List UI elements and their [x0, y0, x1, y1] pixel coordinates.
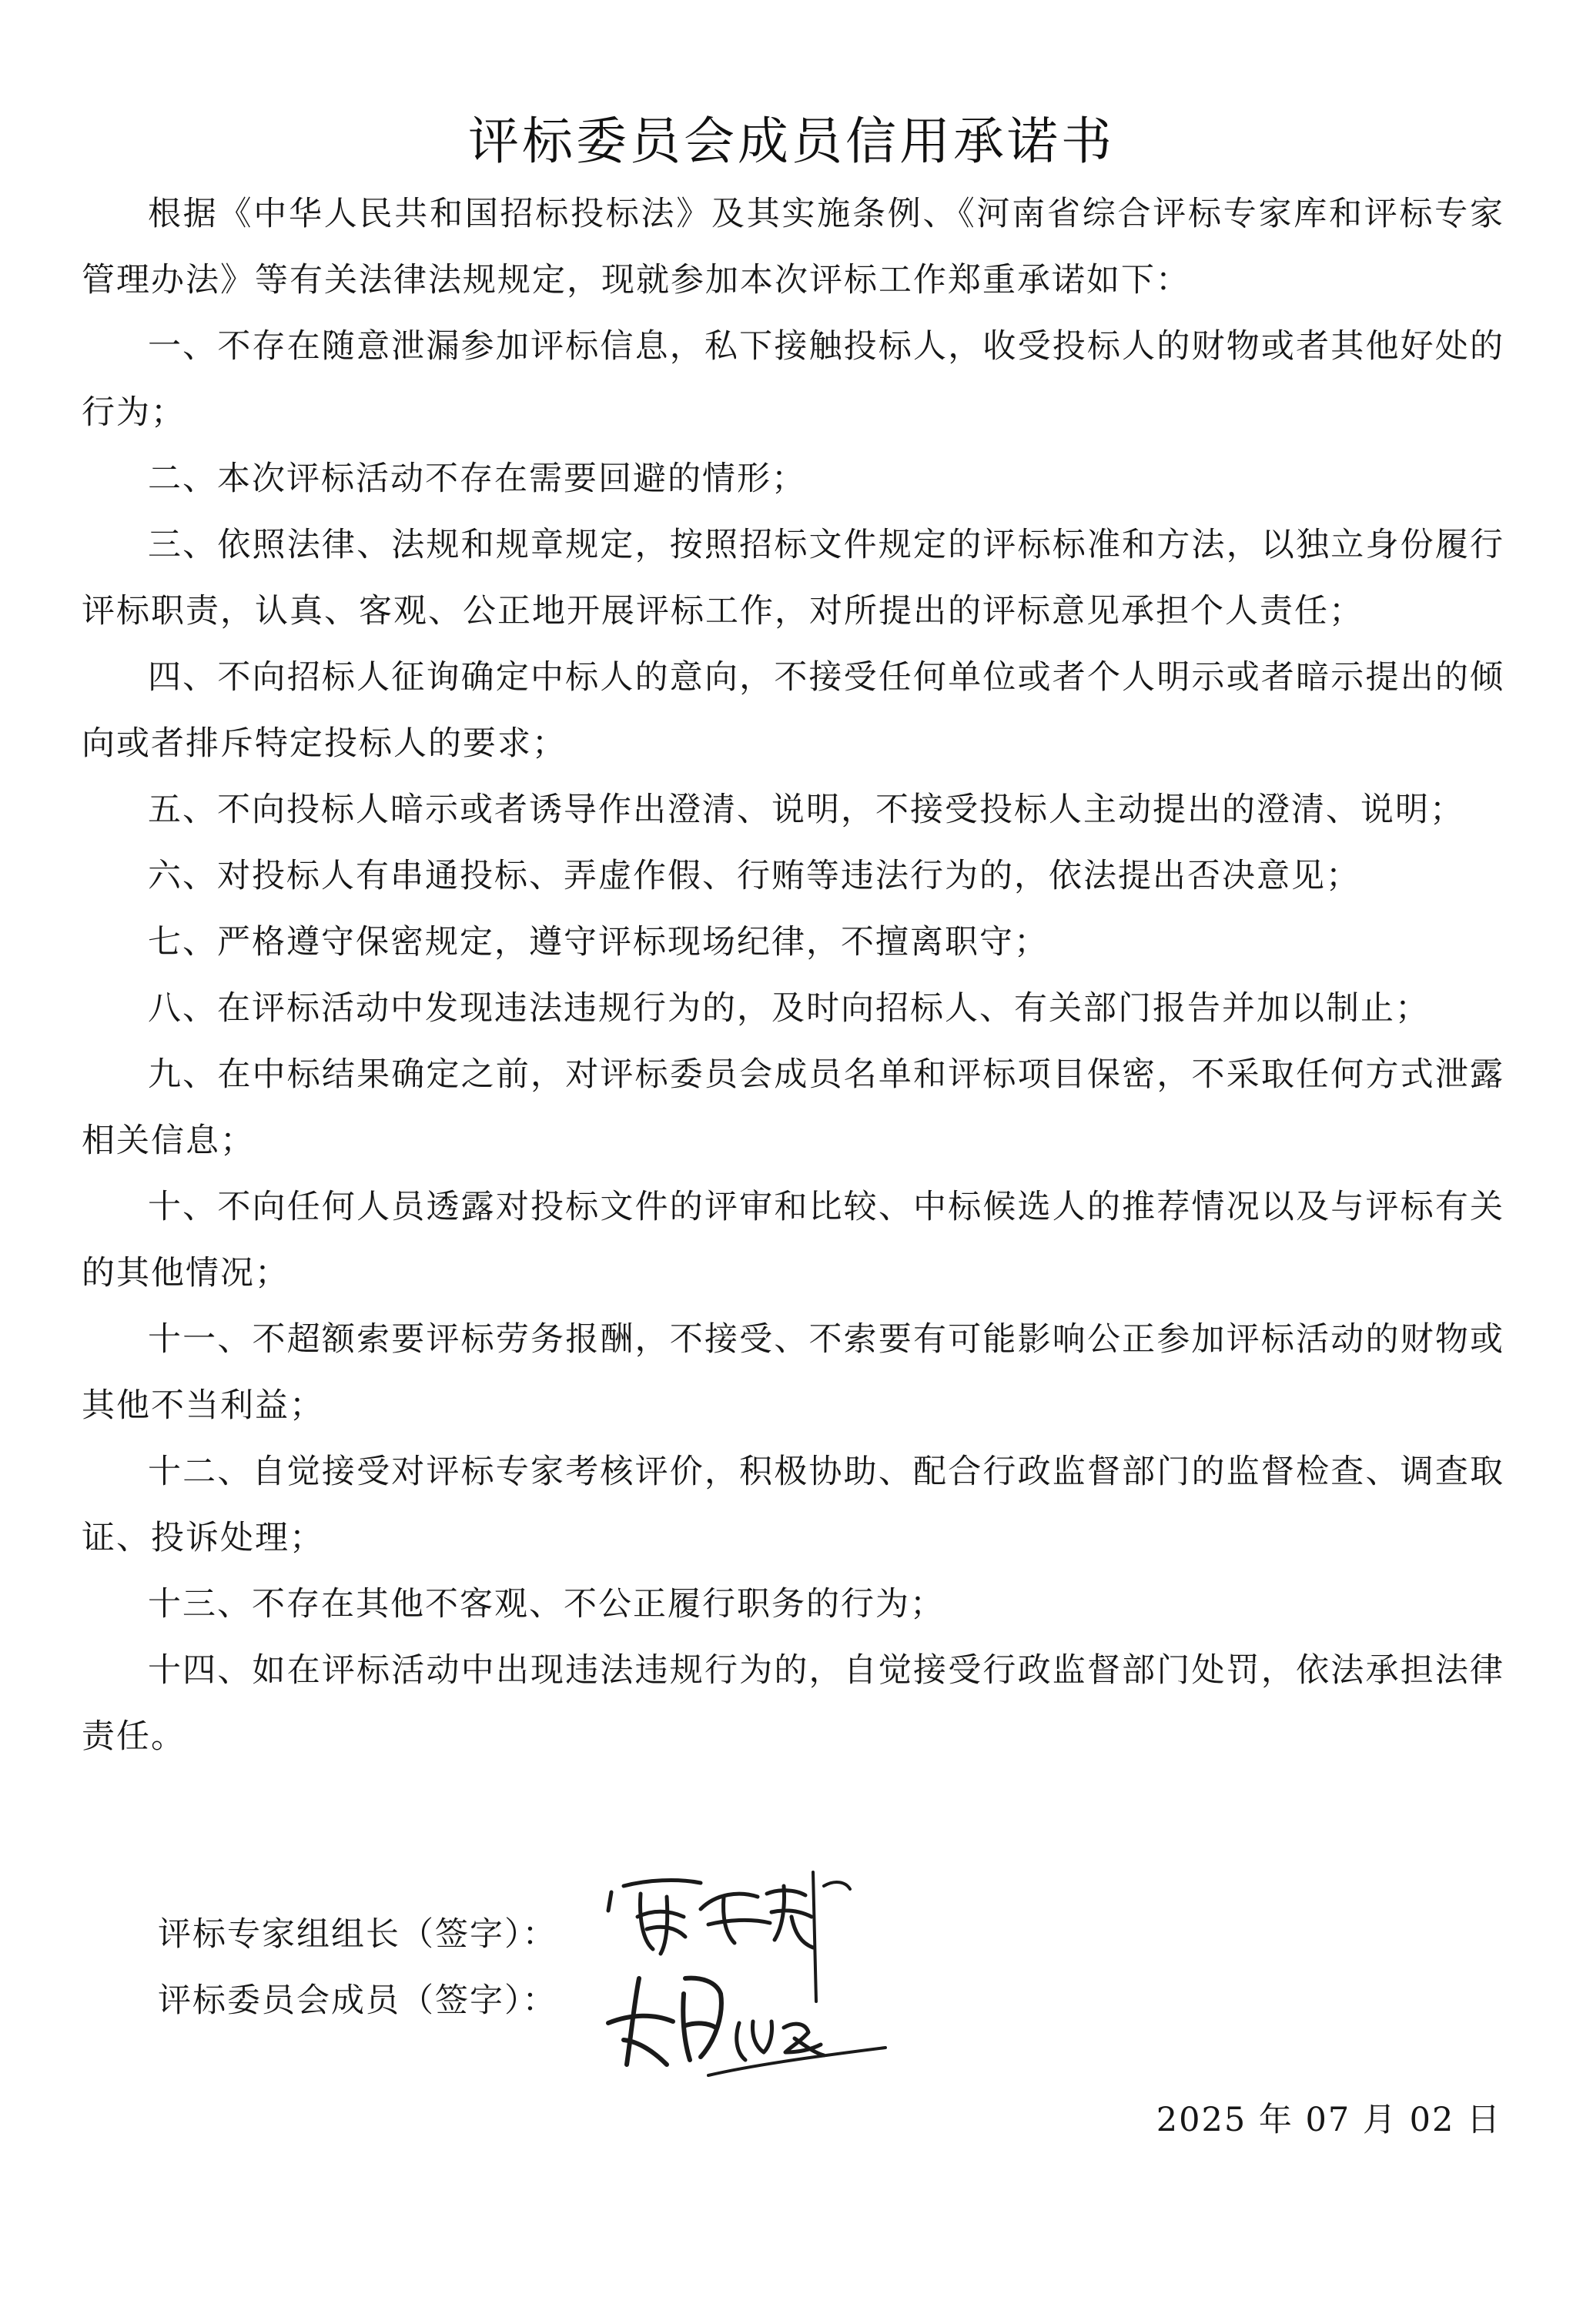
member-signature-label: 评标委员会成员（签字）：: [158, 1981, 557, 2020]
signature-stroke-lower-1: [608, 1978, 673, 2065]
paragraph-item-2: 二、本次评标活动不存在需要回避的情形；: [148, 460, 806, 498]
paragraph-item-14: 十四、如在评标活动中出现违法违规行为的，自觉接受行政监督部门处罚，依法承担法律责任。: [82, 1651, 1504, 1756]
signature-stroke-upper-5: [767, 1886, 813, 1948]
signature-stroke-upper-6: [813, 1872, 816, 2001]
signature-stroke-upper-1: [608, 1892, 611, 1911]
signature-stroke-upper-3: [638, 1894, 685, 1954]
paragraph-item-1: 一、不存在随意泄漏参加评标信息，私下接触投标人，收受投标人的财物或者其他好处的行为；: [82, 327, 1504, 432]
paragraph-item-3: 三、依照法律、法规和规章规定，按照招标文件规定的评标标准和方法，以独立身份履行评标职责，认真、客观、公正地开展评标工作，对所提出的评标意见承担个人责任；: [82, 526, 1504, 630]
paragraph-item-5: 五、不向投标人暗示或者诱导作出澄清、说明，不接受投标人主动提出的澄清、说明；: [148, 791, 1464, 829]
document-body: [82, 181, 1504, 1770]
paragraph-item-12: 十二、自觉接受对评标专家考核评价，积极协助、配合行政监督部门的监督检查、调查取证、投诉处理；: [82, 1453, 1504, 1557]
paragraph-intro: 根据《中华人民共和国招标投标法》及其实施条例、《河南省综合评标专家库和评标专家管理办法》等有关法律法规规定，现就参加本次评标工作郑重承诺如下：: [82, 195, 1504, 299]
handwritten-signature: [593, 1863, 901, 2086]
paragraph-item-10: 十、不向任何人员透露对投标文件的评审和比较、中标候选人的推荐情况以及与评标有关的其他情况；: [82, 1188, 1504, 1292]
paragraph-item-6: 六、对投标人有串通投标、弄虚作假、行贿等违法行为的，依法提出否决意见；: [148, 857, 1360, 895]
signature-stroke-lower-2: [683, 1978, 721, 2060]
paragraph-item-7: 七、严格遵守保密规定，遵守评标现场纪律，不擅离职守；: [148, 923, 1049, 961]
paragraph-item-4: 四、不向招标人征询确定中标人的意向，不接受任何单位或者个人明示或者暗示提出的倾向或者排斥特定投标人的要求；: [82, 658, 1504, 763]
signature-stroke-upper-7: [824, 1882, 850, 1889]
leader-signature-label: 评标专家组组长（签字）：: [158, 1915, 557, 1954]
signature-stroke-lower-4: [784, 2024, 824, 2055]
document-title: 评标委员会成员信用承诺书: [468, 112, 1115, 171]
paragraph-item-13: 十三、不存在其他不客观、不公正履行职务的行为；: [148, 1585, 945, 1623]
paragraph-item-8: 八、在评标活动中发现违法违规行为的，及时向招标人、有关部门报告并加以制止；: [148, 989, 1430, 1028]
signature-stroke-upper-4: [701, 1894, 770, 1943]
signature-stroke-upper-2: [624, 1881, 701, 1886]
document-date: 2025 年 07 月 02 日: [1156, 2101, 1501, 2139]
paragraph-item-11: 十一、不超额索要评标劳务报酬，不接受、不索要有可能影响公正参加评标活动的财物或其他不当利益；: [82, 1320, 1504, 1425]
signature-labels: [158, 1901, 557, 2034]
paragraph-item-9: 九、在中标结果确定之前，对评标委员会成员名单和评标项目保密，不采取任何方式泄露相关信息；: [82, 1055, 1504, 1160]
signature-stroke-lower-3: [737, 2021, 772, 2060]
